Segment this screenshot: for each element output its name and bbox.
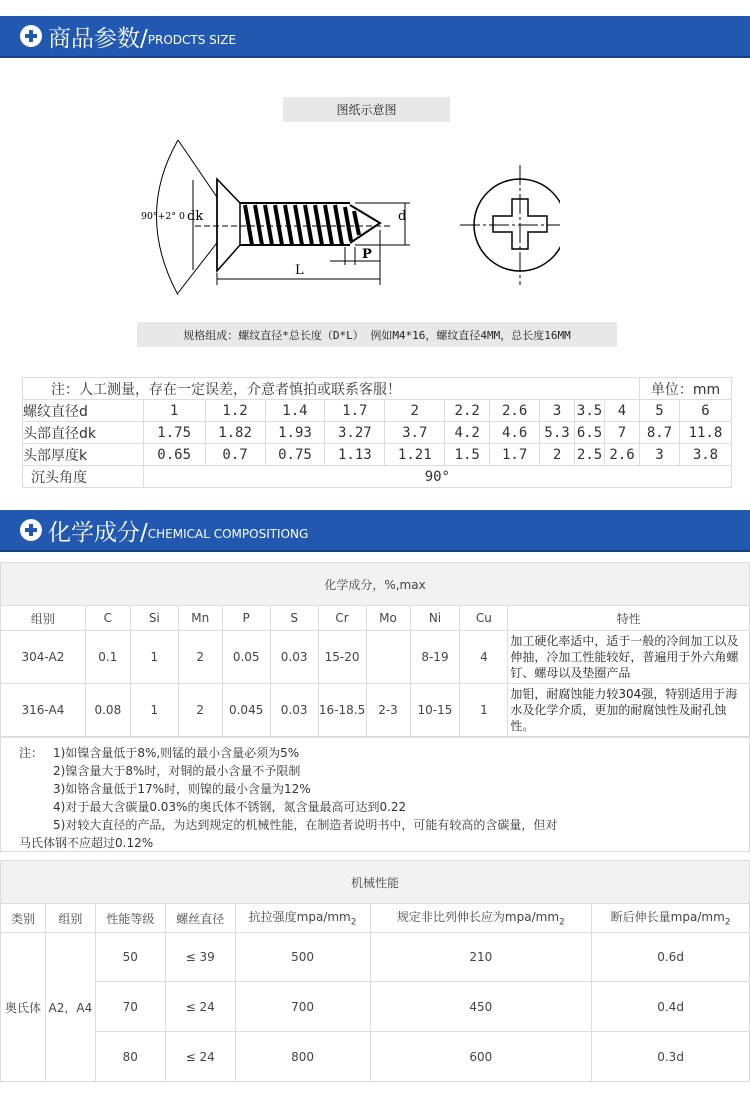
table-row bbox=[23, 400, 732, 422]
table-cell: 性能等级 bbox=[95, 904, 165, 933]
table-cell: 500 bbox=[235, 933, 370, 982]
table-cell: 0.08 bbox=[85, 684, 130, 737]
table-cell: ≤ 24 bbox=[165, 982, 235, 1032]
table-cell: 抗拉强度mpa/$mm_2$ bbox=[235, 904, 370, 933]
table-cell: 0.7 bbox=[205, 444, 265, 466]
table-cell: 0.045 bbox=[222, 684, 270, 737]
table-cell: 规定非比列伸长应为mpa/$mm_2$ bbox=[370, 904, 592, 933]
section-subtitle: CHEMICAL COMPOSITIONG bbox=[147, 527, 309, 541]
section-header-product-size bbox=[0, 16, 750, 58]
mechanical-table bbox=[0, 860, 750, 1082]
table-cell: 1.93 bbox=[265, 422, 325, 444]
table-cell: 2.2 bbox=[445, 400, 490, 422]
table-cell: 1 bbox=[460, 684, 508, 737]
table-cell: 0.75 bbox=[265, 444, 325, 466]
table-cell: C bbox=[85, 606, 130, 631]
table-cell: 0.03 bbox=[270, 684, 318, 737]
table-cell: 4.6 bbox=[490, 422, 540, 444]
table-cell bbox=[366, 631, 410, 684]
table-cell: 2 bbox=[540, 444, 575, 466]
table-cell: 0.05 bbox=[222, 631, 270, 684]
table-cell: 2 bbox=[385, 400, 445, 422]
unit-label: 单位：mm bbox=[640, 378, 732, 400]
table-row bbox=[1, 982, 750, 1032]
table-cell: 断后伸长量mpa/$mm_2$ bbox=[592, 904, 750, 933]
section-header-chemical bbox=[0, 510, 750, 552]
table-cell: 15-20 bbox=[318, 631, 366, 684]
table-cell: 210 bbox=[370, 933, 592, 982]
table-cell: 5.3 bbox=[540, 422, 575, 444]
table-cell: 1.2 bbox=[205, 400, 265, 422]
table-cell: Ni bbox=[410, 606, 460, 631]
plus-circle-icon bbox=[20, 25, 42, 47]
table-cell: 1.82 bbox=[205, 422, 265, 444]
table-cell: 800 bbox=[235, 1032, 370, 1082]
table-row bbox=[1, 684, 750, 737]
table-cell: 2 bbox=[178, 631, 222, 684]
table-row bbox=[1, 631, 750, 684]
chem-notes: 注： 1)如镍含量低于8%,则锰的最小含量必须为5% 2)镍含量大于8%时，对铜的最小含量不予限制 3)如铬含量低于17%时，则镍的最小含量为12% 4)对于最大含碳量0.03%的奥氏体不锈钢，氮含量最高可达到0.22 5)对较大直径的产品，为达到规定的机械性能，在制造者说明书中，可能有较高的含碳量，但对 马氏体钢不应超过0.12% bbox=[0, 737, 750, 852]
table-cell: 组别 bbox=[1, 606, 86, 631]
table-cell: 3 bbox=[540, 400, 575, 422]
table-cell: 沉头角度 bbox=[23, 466, 144, 488]
table-cell: 16-18.5 bbox=[318, 684, 366, 737]
table-cell: 1.4 bbox=[265, 400, 325, 422]
table-cell: 0.03 bbox=[270, 631, 318, 684]
dim-l-label: L bbox=[295, 263, 304, 278]
table-cell: 80 bbox=[95, 1032, 165, 1082]
table-cell: 2.6 bbox=[490, 400, 540, 422]
table-cell: 2-3 bbox=[366, 684, 410, 737]
table-cell: 3.8 bbox=[679, 444, 731, 466]
table-cell: 0.65 bbox=[143, 444, 205, 466]
table-cell: 螺纹直径d bbox=[23, 400, 144, 422]
size-table bbox=[22, 377, 732, 488]
table-cell bbox=[605, 378, 640, 400]
table-cell: 5 bbox=[640, 400, 680, 422]
table-cell: 0.3d bbox=[592, 1032, 750, 1082]
table-cell: S bbox=[270, 606, 318, 631]
section-subtitle: PRODCTS SIZE bbox=[147, 33, 237, 47]
table-cell: 6.5 bbox=[575, 422, 605, 444]
table-cell: Cu bbox=[460, 606, 508, 631]
table-cell: 1.13 bbox=[325, 444, 385, 466]
table-cell: 2.5 bbox=[575, 444, 605, 466]
plus-circle-icon bbox=[20, 519, 42, 541]
table-cell: 1.75 bbox=[143, 422, 205, 444]
table-cell: P bbox=[222, 606, 270, 631]
table-cell: Mo bbox=[366, 606, 410, 631]
table-cell: 1 bbox=[130, 684, 178, 737]
table-cell: 组别 bbox=[45, 904, 95, 933]
spec-caption: 规格组成：螺纹直径*总长度（D*L） 例如M4*16，螺纹直径4MM，总长度16MM bbox=[137, 322, 617, 347]
table-cell: 50 bbox=[95, 933, 165, 982]
table-cell: 450 bbox=[370, 982, 592, 1032]
table-cell: 0.1 bbox=[85, 631, 130, 684]
table-row bbox=[1, 1032, 750, 1082]
dim-angle-label: 90°+2° 0 bbox=[141, 212, 186, 222]
table-row bbox=[1, 933, 750, 982]
table-cell: ≤ 24 bbox=[165, 1032, 235, 1082]
table-cell: 6 bbox=[679, 400, 731, 422]
table-cell: 1.21 bbox=[385, 444, 445, 466]
table-cell: 0.6d bbox=[592, 933, 750, 982]
table-cell: 4.2 bbox=[445, 422, 490, 444]
table-cell: 1 bbox=[143, 400, 205, 422]
section-title: 化学成分/ bbox=[48, 519, 148, 546]
table-cell: 1.7 bbox=[325, 400, 385, 422]
section-title: 商品参数/ bbox=[48, 25, 148, 52]
table-cell: 头部厚度k bbox=[23, 444, 144, 466]
table-cell: 8.7 bbox=[640, 422, 680, 444]
dim-dk-label: dk bbox=[187, 209, 204, 224]
table-cell: 1.7 bbox=[490, 444, 540, 466]
table-cell: 3.5 bbox=[575, 400, 605, 422]
table-cell: 4 bbox=[460, 631, 508, 684]
table-cell: 3 bbox=[640, 444, 680, 466]
table-cell: 2.6 bbox=[605, 444, 640, 466]
table-cell: ≤ 39 bbox=[165, 933, 235, 982]
table-cell: 1.5 bbox=[445, 444, 490, 466]
table-cell: 头部直径dk bbox=[23, 422, 144, 444]
table-cell: 304-A2 bbox=[1, 631, 86, 684]
table-cell: 0.4d bbox=[592, 982, 750, 1032]
table-cell: 700 bbox=[235, 982, 370, 1032]
table-cell: 7 bbox=[605, 422, 640, 444]
screw-diagram bbox=[140, 135, 560, 295]
table-cell: 3.27 bbox=[325, 422, 385, 444]
table-cell: 90° bbox=[143, 466, 731, 488]
table-cell: 600 bbox=[370, 1032, 592, 1082]
table-cell: 类别 bbox=[1, 904, 46, 933]
table-cell: 螺丝直径 bbox=[165, 904, 235, 933]
dim-p-label: P bbox=[362, 247, 372, 262]
table-cell: 特性 bbox=[508, 606, 750, 631]
table-cell: 加钼，耐腐蚀能力较304强，特别适用于海水及化学介质，更加的耐腐蚀性及耐孔蚀性。 bbox=[508, 684, 750, 737]
mech-title: 机械性能 bbox=[1, 861, 750, 904]
table-cell: 70 bbox=[95, 982, 165, 1032]
table-cell: 2 bbox=[178, 684, 222, 737]
table-cell: 316-A4 bbox=[1, 684, 86, 737]
table-row bbox=[23, 466, 732, 488]
table-cell: 11.8 bbox=[679, 422, 731, 444]
table-cell: Mn bbox=[178, 606, 222, 631]
measurement-note: 注：人工测量，存在一定误差，介意者慎拍或联系客服！ bbox=[23, 378, 605, 400]
table-cell: 奥氏体 bbox=[1, 933, 46, 1082]
table-row bbox=[23, 422, 732, 444]
table-cell: 4 bbox=[605, 400, 640, 422]
table-cell: 8-19 bbox=[410, 631, 460, 684]
table-cell: Si bbox=[130, 606, 178, 631]
diagram-label: 图纸示意图 bbox=[283, 97, 450, 122]
chem-title: 化学成分，%,max bbox=[1, 563, 750, 606]
table-row bbox=[23, 444, 732, 466]
chemical-table bbox=[0, 562, 750, 737]
table-cell: 10-15 bbox=[410, 684, 460, 737]
table-cell: A2，A4 bbox=[45, 933, 95, 1082]
table-cell: Cr bbox=[318, 606, 366, 631]
table-cell: 3.7 bbox=[385, 422, 445, 444]
table-cell: 1 bbox=[130, 631, 178, 684]
dim-d-label: d bbox=[398, 209, 407, 224]
table-cell: 加工硬化率适中，适于一般的冷间加工以及伸抽，冷加工性能较好，普遍用于外六角螺钉、螺母以及垫圈产品 bbox=[508, 631, 750, 684]
